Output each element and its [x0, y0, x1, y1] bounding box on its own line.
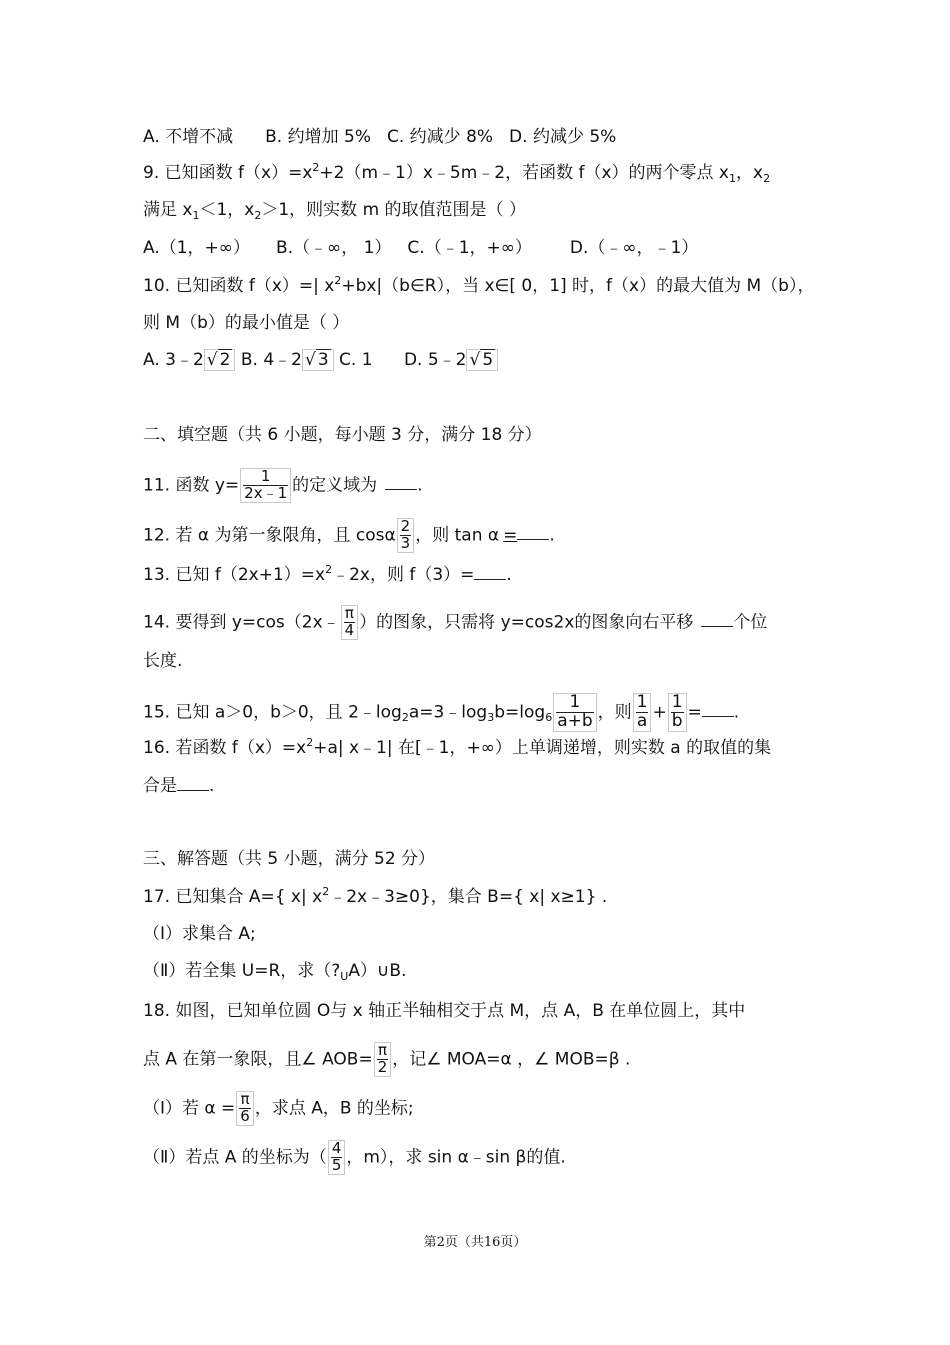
q18-line1: 18. 如图，已知单位圆 O与 x 轴正半轴相交于点 M，点 A，B 在单位圆上，其中	[143, 1001, 746, 1021]
q9-option-a: A.（1，+∞）	[143, 238, 250, 258]
q18-part2: （Ⅱ）若点 A 的坐标为（ $\frac{4}{5}$ ，m），求 sin α﹣sin β的值.	[143, 1139, 566, 1174]
q10-line1: 10. 已知函数 f（x）=| $x^2+bx|(b\in R)$，当 x∈[ 0，1] 时，f（x）的最大值为 M（b），	[143, 274, 815, 296]
q10-option-b: B. 4﹣2 √ 3	[241, 350, 334, 370]
fraction: $\frac{1}{b}$	[668, 693, 687, 732]
fraction: $\frac{2}{3}$	[397, 518, 415, 553]
q16-line2: 合是 .	[143, 776, 215, 796]
sqrt-symbol: √ 5	[466, 349, 498, 371]
section-3-heading: 三、解答题（共 5 小题，满分 52 分）	[143, 849, 436, 869]
fraction: $\frac{1}{a}$	[633, 693, 652, 732]
q17-part1: （Ⅰ）求集合 A;	[143, 924, 256, 944]
q15: 15. 已知 a＞0，b＞0，且 $2﹣\log_2a=3﹣\log_3b=\log_6$ $\frac{1}{a+b}$ ，则 $\frac{1}{a}$ + $\frac{1}{b}$ = .	[143, 692, 740, 731]
q9-option-c: C.（﹣1，+∞）	[407, 238, 532, 258]
q8-option-d: D. 约减少 5%	[509, 127, 617, 147]
answer-blank	[385, 473, 417, 490]
fraction: $\frac{\pi}{4}$	[341, 605, 359, 640]
fraction: $\frac{\pi}{6}$	[236, 1091, 254, 1126]
fraction: $\frac{4}{5}$	[328, 1140, 346, 1175]
q12: 12. 若 α 为第一象限角，且 cosα $\frac{2}{3}$ ，则 tan α = .	[143, 517, 555, 552]
q10-option-a: A. 3﹣2 √ 2	[143, 350, 235, 370]
q14-line1: 14. 要得到 y=cos（2x﹣ $\frac{\pi}{4}$ ）的图象，只需将 y=cos2x的图象向右平移 个位	[143, 604, 768, 639]
q18-part1: （Ⅰ）若 α = $\frac{\pi}{6}$ ，求点 A，B 的坐标;	[143, 1090, 414, 1125]
q9-option-b: B.（﹣∞， 1）	[275, 238, 392, 258]
answer-blank	[474, 563, 506, 580]
q10-line2: 则 M（b）的最小值是（ ）	[143, 313, 350, 333]
q9-options	[143, 237, 698, 259]
answer-blank	[517, 523, 549, 540]
q9-line1: 9. 已知函数 $f(x)=x^2+2(m﹣1)x﹣5m﹣2$，若函数 f（x）的两个零点 $x_1$，$x_2$	[143, 161, 771, 185]
answer-blank	[177, 774, 209, 791]
fraction: $\frac{\pi}{2}$	[374, 1042, 392, 1077]
q13: 13. 已知 $f(2x+1)=x^2﹣2x$，则 f（3）= .	[143, 563, 512, 585]
q17-line1: 17. 已知集合 A={ x| $x^2﹣2x﹣3\ge 0$}，集合 B={ x| x≥1} .	[143, 885, 608, 907]
section-2-heading: 二、填空题（共 6 小题，每小题 3 分，满分 18 分）	[143, 425, 542, 445]
q10-option-d: D. 5﹣2 √ 5	[404, 350, 498, 370]
q9-line2: 满足 $x_1<1$，$x_2>1$，则实数 m 的取值范围是（ ）	[143, 200, 526, 222]
sqrt-symbol: √ 2	[204, 349, 236, 371]
page-footer: 第2页（共16页）	[423, 1235, 527, 1250]
q9-option-d: D.（﹣∞，﹣1）	[569, 238, 699, 258]
sqrt-symbol: √ 3	[302, 349, 334, 371]
q8-option-c: C. 约减少 8%	[386, 127, 494, 147]
answer-blank	[701, 610, 733, 627]
q10-options	[143, 349, 498, 371]
q16-line1: 16. 若函数 $f(x)=x^2+a|$ x﹣1| 在[﹣1，+∞）上单调递增，则实数 a 的取值的集	[143, 736, 772, 758]
q8-options	[143, 126, 616, 148]
fraction: $\frac{1}{2x﹣1}$	[240, 468, 291, 503]
answer-blank	[702, 700, 734, 717]
q17-part2: （Ⅱ）若全集 U=R，求$(?_UA)\cup B$.	[143, 961, 407, 983]
q8-option-b: B. 约增加 5%	[265, 127, 371, 147]
fraction: $\frac{1}{a+b}$	[553, 693, 596, 732]
q18-line2: 点 A 在第一象限，且∠ AOB= $\frac{\pi}{2}$ ，记∠ MOA=α ，∠ MOB=β .	[143, 1041, 631, 1076]
q11: 11. 函数 y= $\frac{1}{2x﹣1}$ 的定义域为 .	[143, 467, 423, 502]
q8-option-a: A. 不增不减	[143, 127, 234, 147]
q14-line2: 长度.	[143, 651, 183, 671]
q10-option-c: C. 1	[339, 350, 373, 370]
